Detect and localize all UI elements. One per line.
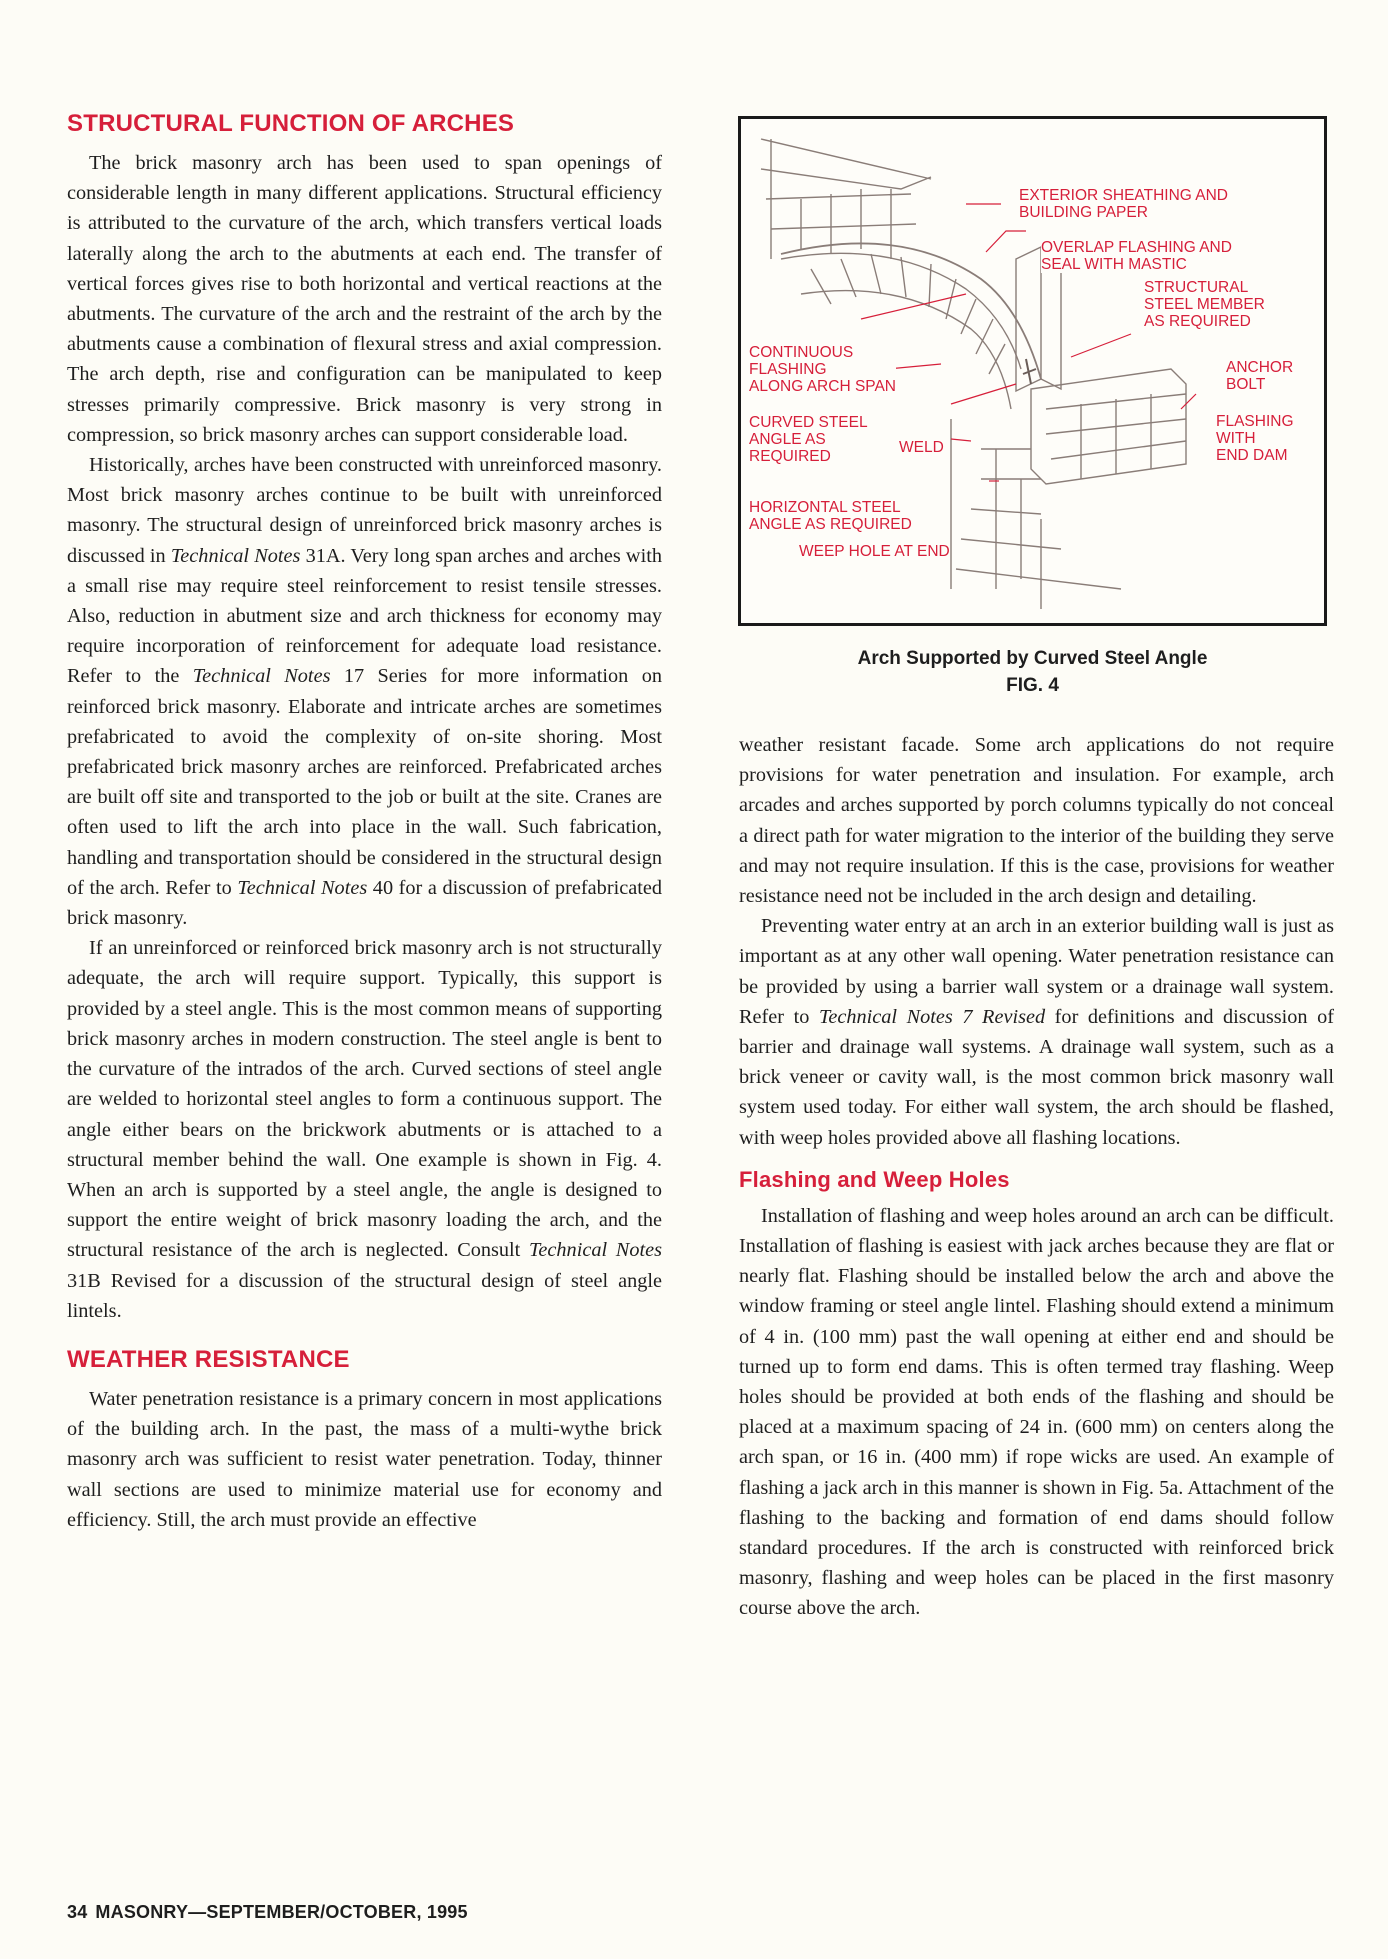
section-heading-flashing: Flashing and Weep Holes (739, 1166, 1010, 1192)
right-column (739, 730, 1334, 1624)
italic-reference: Technical Notes (170, 544, 301, 567)
label-exterior-sheathing: EXTERIOR SHEATHING AND BUILDING PAPER (1019, 187, 1228, 221)
italic-reference: Technical Notes (529, 1239, 662, 1262)
label-structural-steel: STRUCTURAL STEEL MEMBER AS REQUIRED (1144, 279, 1265, 330)
paragraph: Installation of flashing and weep holes around an arch can be difficult. Installation of flashing is easiest with jack arches because they are flat or nearly flat. Flashing should be installed below the arch and above the window framing or steel angle lintel. Flashing should extend a minimum of 4 in. (100 mm) past the wall opening at either end and should be turned up to form end dams. This is often termed tray flashing. Weep holes should be provided at both ends of the flashing and should be placed at a maximum spacing of 24 in. (600 mm) on centers along the arch span, or 16 in. (400 mm) if rope wicks are used. An example of flashing a jack arch in this manner is shown in Fig. 5a. Attachment of the flashing to the backing and formation of end dams should follow standard procedures. If the arch is constructed with reinforced brick masonry, flashing and weep holes can be placed in the first masonry course above the arch. (739, 1204, 1334, 1620)
paragraph: Water penetration resistance is a primary concern in most applications of the building arch. In the past, the mass of a multi-wythe brick masonry arch was sufficient to resist water penetration. Today, thinner wall sections are used to minimize material use for economy and efficiency. Still, the arch must provide an effective (67, 1387, 662, 1531)
page-footer (67, 1902, 468, 1923)
paragraph (67, 450, 662, 933)
text-span: Preventing water entry at an arch in an exterior building wall is just as important as at any other wall opening. Water penetration resistance can be provided by using a barrier wall system or a drainage wall system. Refer to (739, 915, 1334, 1028)
paragraph: weather resistant facade. Some arch applications do not require provisions for water penetration and insulation. For example, arch arcades and arches supported by porch columns typically do not conceal a direct path for water migration to the interior of the building they serve and may not require insulation. If this is the case, provisions for weather resistance need not be included in the arch design and detailing. (739, 734, 1334, 908)
label-continuous-flashing: CONTINUOUS FLASHING ALONG ARCH SPAN (749, 344, 897, 395)
text-span: Historically, arches have been constructed with unreinforced masonry. Most brick masonry arches continue to be built with unreinforced masonry. The structural design of unreinforced brick masonry arches is discussed in (67, 454, 662, 567)
figure-arch-diagram (738, 116, 1327, 626)
label-flashing-end-dam: FLASHING WITH END DAM (1216, 413, 1294, 464)
section-heading-weather-resistance: WEATHER RESISTANCE (67, 1345, 350, 1373)
text-span: 17 Series for more information on reinforced brick masonry. Elaborate and intricate arches are sometimes prefabricated to avoid the complexity of on-site shoring. Most prefabricated brick masonry arches are reinforced. Prefabricated arches are built off site and transported to the job or built at the site. Cranes are often used to lift the arch into place in the wall. Such fabrication, handling and transportation should be considered in the structural design of the arch. Refer to (67, 665, 662, 899)
page-number: 34 (67, 1902, 88, 1922)
label-weld: WELD (899, 439, 944, 456)
label-horizontal-steel: HORIZONTAL STEEL ANGLE AS REQUIRED (749, 499, 912, 533)
text-span: 31B Revised for a discussion of the structural design of steel angle lintels. (67, 1269, 662, 1322)
figure-caption (738, 645, 1327, 699)
text-span: 31A. Very long span arches and arches with a small rise may require steel reinforcement to resist tensile stresses. Also, reduction in abutment size and arch thickness for economy may require incorporation of reinforcement for adequate load resistance. Refer to the (67, 544, 662, 688)
section-heading-structural-function: STRUCTURAL FUNCTION OF ARCHES (67, 110, 515, 137)
label-curved-steel: CURVED STEEL ANGLE AS REQUIRED (749, 414, 868, 465)
text-span: for definitions and discussion of barrier and drainage wall systems. A drainage wall system, such as a brick veneer or cavity wall, is the most common brick masonry wall system used today. For either wall system, the arch should be flashed, with weep holes provided above all flashing locations. (739, 1005, 1334, 1149)
italic-reference: Technical Notes 7 Revised (818, 1005, 1046, 1028)
label-overlap-flashing: OVERLAP FLASHING AND SEAL WITH MASTIC (1041, 239, 1232, 273)
label-weep-hole: WEEP HOLE AT END (799, 543, 950, 560)
paragraph (67, 933, 662, 1326)
italic-reference: Technical Notes (237, 876, 368, 899)
caption-title: Arch Supported by Curved Steel Angle (857, 648, 1208, 669)
text-span: 40 for a discussion of prefabricated brick masonry. (67, 876, 662, 930)
left-column (67, 110, 662, 1535)
publication-info: MASONRY—SEPTEMBER/OCTOBER, 1995 (95, 1902, 468, 1922)
text-span: If an unreinforced or reinforced brick masonry arch is not structurally adequate, the arch will require support. Typically, this support is provided by a steel angle. This is the most common means of supporting brick masonry arches in modern construction. The steel angle is bent to the curvature of the intrados of the arch. Curved sections of steel angle are welded to horizontal steel angles to form a continuous support. The angle either bears on the brickwork abutments or is attached to a structural member behind the wall. One example is shown in Fig. 4. When an arch is supported by a steel angle, the angle is designed to support the entire weight of brick masonry loading the arch, and the structural resistance of the arch is neglected. Consult (67, 937, 662, 1262)
label-anchor-bolt: ANCHOR BOLT (1226, 359, 1294, 393)
paragraph (739, 911, 1334, 1153)
caption-figure-number: FIG. 4 (1006, 675, 1059, 696)
paragraph: The brick masonry arch has been used to span openings of considerable length in many different applications. Structural efficiency is attributed to the curvature of the arch, which transfers vertical loads laterally along the arch to the abutments at each end. The transfer of vertical forces gives rise to both horizontal and vertical reactions at the abutments. The curvature of the arch and the restraint of the arch by the abutments cause a combination of flexural stress and axial compression. The arch depth, rise and configuration can be manipulated to keep stresses primarily compressive. Brick masonry is very strong in compression, so brick masonry arches can support considerable load. (67, 152, 662, 446)
italic-reference: Technical Notes (192, 665, 331, 688)
